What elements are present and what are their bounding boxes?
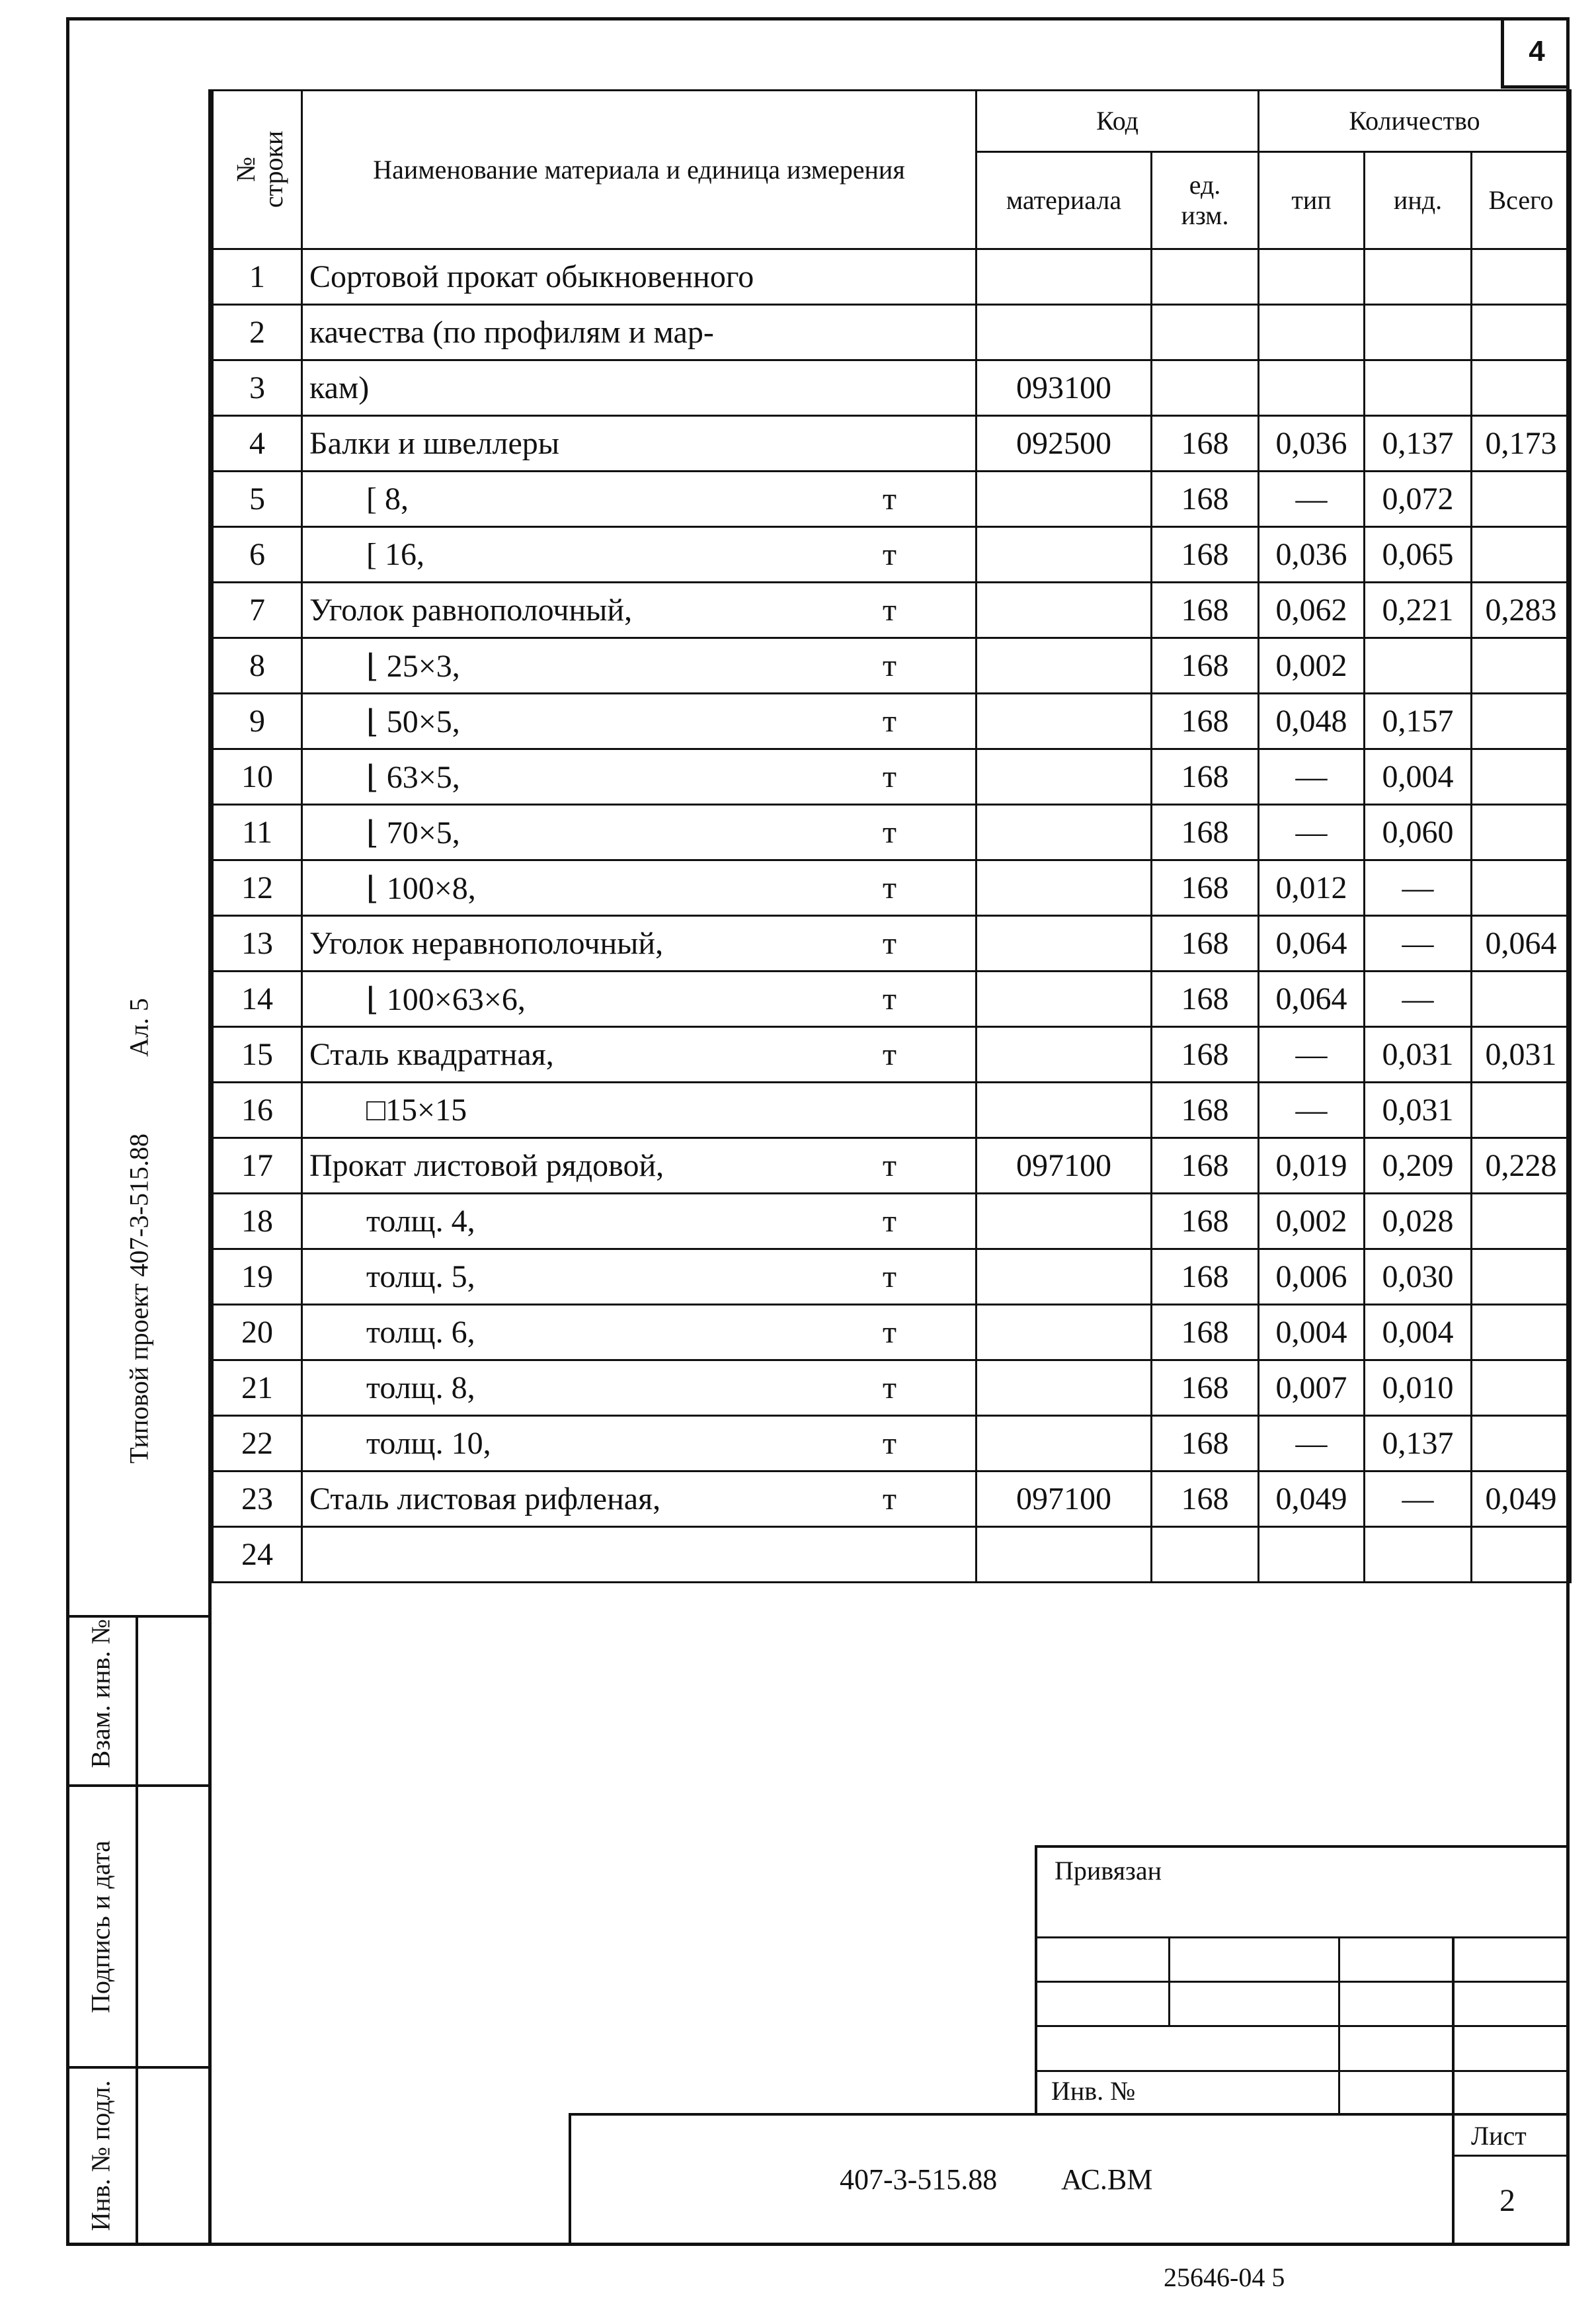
cell-unit-code: 168 [1152, 1471, 1259, 1527]
table-row [213, 472, 1571, 527]
cell-qty-ind: 0,031 [1365, 1083, 1472, 1138]
cell-qty-type: — [1259, 472, 1365, 527]
cell-row-no: 12 [213, 860, 302, 916]
cell-qty-type: — [1259, 1083, 1365, 1138]
cell-material-code [977, 749, 1152, 805]
material-name: толщ. 4, [366, 1204, 475, 1239]
cell-row-no: 11 [213, 805, 302, 860]
cell-row-no: 22 [213, 1416, 302, 1471]
cell-row-no: 10 [213, 749, 302, 805]
cell-qty-total [1472, 1416, 1571, 1471]
cell-material-code [977, 860, 1152, 916]
cell-qty-type: 0,006 [1259, 1249, 1365, 1305]
cell-qty-type [1259, 1527, 1365, 1583]
tb-document-mark: АС.ВМ [1061, 2163, 1153, 2196]
album-label: Ал. 5 [124, 998, 154, 1057]
tb-line-top [1035, 1845, 1570, 1848]
table-row [213, 638, 1571, 694]
header-name-text: Наименование материала и единица измерения [373, 154, 905, 185]
cell-name-wrap [303, 861, 975, 915]
tb-privyazan: Привязан [1055, 1856, 1162, 1885]
material-name: [ 16, [366, 537, 424, 572]
cell-unit-code: 168 [1152, 694, 1259, 749]
cell-row-no: 20 [213, 1305, 302, 1360]
cell-unit-code: 168 [1152, 1360, 1259, 1416]
cell-row-no: 15 [213, 1027, 302, 1083]
cell-name [302, 1471, 977, 1527]
cell-qty-total: 0,283 [1472, 583, 1571, 638]
cell-qty-ind [1365, 360, 1472, 416]
cell-qty-type: — [1259, 805, 1365, 860]
header-row-no [213, 91, 302, 249]
header-qty-total: Всего [1472, 152, 1571, 249]
header-qty-type: тип [1259, 152, 1365, 249]
cell-qty-ind: 0,004 [1365, 1305, 1472, 1360]
cell-name-wrap [303, 917, 975, 970]
cell-name [302, 1194, 977, 1249]
cell-qty-total: 0,173 [1472, 416, 1571, 472]
cell-qty-type [1259, 305, 1365, 360]
cell-material-code [977, 1527, 1152, 1583]
cell-unit-code: 168 [1152, 1138, 1259, 1194]
cell-qty-type: — [1259, 1416, 1365, 1471]
material-unit: т [883, 593, 897, 628]
cell-material-code [977, 972, 1152, 1027]
cell-name-wrap [303, 1250, 975, 1304]
cell-qty-type: 0,019 [1259, 1138, 1365, 1194]
cell-material-code [977, 916, 1152, 972]
tb-line-row2 [1035, 1981, 1570, 1983]
material-name: ⌊ 63×5, [366, 759, 460, 795]
cell-qty-type: 0,064 [1259, 916, 1365, 972]
cell-qty-total [1472, 749, 1571, 805]
material-name: Уголок неравнополочный, [309, 926, 664, 961]
table-row [213, 1027, 1571, 1083]
cell-material-code [977, 1360, 1152, 1416]
cell-row-no: 3 [213, 360, 302, 416]
tb-sheet-divider [1452, 2155, 1570, 2157]
material-name: кам) [309, 370, 370, 405]
cell-qty-type: 0,004 [1259, 1305, 1365, 1360]
cell-unit-code: 168 [1152, 805, 1259, 860]
cell-qty-total [1472, 305, 1571, 360]
table-row [213, 1194, 1571, 1249]
cell-material-code [977, 1305, 1152, 1360]
cell-unit-code: 168 [1152, 583, 1259, 638]
cell-row-no: 2 [213, 305, 302, 360]
tb-main-top [569, 2113, 1570, 2116]
cell-qty-ind: 0,221 [1365, 583, 1472, 638]
cell-material-code [977, 305, 1152, 360]
tb-line-left [1035, 1845, 1037, 2113]
cell-qty-ind: — [1365, 1471, 1472, 1527]
cell-name [302, 527, 977, 583]
stamp-inv-podl: Инв. № подл. [85, 2080, 116, 2231]
cell-qty-ind: 0,065 [1365, 527, 1472, 583]
material-unit: т [883, 1204, 897, 1239]
cell-material-code [977, 1249, 1152, 1305]
cell-qty-total [1472, 1360, 1571, 1416]
cell-qty-ind [1365, 249, 1472, 305]
material-name: толщ. 5, [366, 1259, 475, 1294]
page-number: 4 [1501, 17, 1570, 89]
cell-qty-total [1472, 1194, 1571, 1249]
cell-row-no: 23 [213, 1471, 302, 1527]
cell-name-wrap [303, 528, 975, 581]
material-name: ⌊ 50×5, [366, 704, 460, 739]
cell-name-wrap [303, 639, 975, 692]
tb-col-2 [1338, 1936, 1340, 2113]
cell-unit-code: 168 [1152, 1083, 1259, 1138]
cell-name [302, 638, 977, 694]
cell-qty-ind: 0,060 [1365, 805, 1472, 860]
tb-col-3 [1452, 1936, 1455, 2246]
table-row [213, 694, 1571, 749]
cell-name-wrap [303, 1305, 975, 1359]
cell-row-no: 18 [213, 1194, 302, 1249]
cell-qty-total [1472, 360, 1571, 416]
cell-row-no: 24 [213, 1527, 302, 1583]
tb-line-row1 [1035, 1936, 1570, 1938]
cell-qty-ind: 0,028 [1365, 1194, 1472, 1249]
tb-sheet-number: 2 [1499, 2183, 1515, 2218]
tb-main-left [569, 2113, 571, 2246]
cell-row-no: 7 [213, 583, 302, 638]
cell-name-wrap [303, 472, 975, 526]
cell-qty-total [1472, 1527, 1571, 1583]
table-row [213, 1471, 1571, 1527]
cell-unit-code [1152, 305, 1259, 360]
cell-row-no: 6 [213, 527, 302, 583]
cell-qty-total [1472, 638, 1571, 694]
cell-name-wrap [303, 694, 975, 748]
cell-qty-ind [1365, 1527, 1472, 1583]
cell-qty-type: 0,012 [1259, 860, 1365, 916]
cell-name-wrap [303, 1139, 975, 1192]
cell-name-wrap [303, 972, 975, 1026]
cell-material-code: 097100 [977, 1471, 1152, 1527]
cell-unit-code: 168 [1152, 472, 1259, 527]
cell-qty-type: 0,002 [1259, 638, 1365, 694]
header-code: Код [977, 91, 1259, 152]
cell-row-no: 5 [213, 472, 302, 527]
cell-name-wrap [303, 306, 975, 359]
cell-qty-total [1472, 972, 1571, 1027]
cell-name-wrap [303, 1472, 975, 1526]
tb-line-row4 [1035, 2070, 1570, 2072]
cell-material-code [977, 527, 1152, 583]
cell-qty-ind: 0,209 [1365, 1138, 1472, 1194]
cell-name [302, 1416, 977, 1471]
header-qty-ind: инд. [1365, 152, 1472, 249]
material-name: толщ. 6, [366, 1315, 475, 1350]
cell-name [302, 1138, 977, 1194]
cell-unit-code [1152, 360, 1259, 416]
cell-qty-total: 0,228 [1472, 1138, 1571, 1194]
cell-qty-ind: 0,072 [1365, 472, 1472, 527]
cell-row-no: 17 [213, 1138, 302, 1194]
cell-name [302, 860, 977, 916]
cell-qty-type: 0,007 [1259, 1360, 1365, 1416]
cell-unit-code: 168 [1152, 416, 1259, 472]
table-row [213, 1527, 1571, 1583]
cell-name [302, 249, 977, 305]
material-name: ⌊ 100×8, [366, 870, 476, 906]
cell-qty-type: 0,062 [1259, 583, 1365, 638]
cell-name [302, 1360, 977, 1416]
cell-qty-total [1472, 694, 1571, 749]
cell-name [302, 305, 977, 360]
table-row [213, 1083, 1571, 1138]
material-unit: т [883, 1481, 897, 1516]
cell-unit-code: 168 [1152, 860, 1259, 916]
cell-unit-code: 168 [1152, 1249, 1259, 1305]
stamp-vzam-inv: Взам. инв. № [85, 1619, 116, 1768]
stamp-column-divider [136, 1615, 138, 2246]
tb-line-row3 [1035, 2025, 1570, 2027]
material-name: толщ. 10, [366, 1426, 491, 1461]
material-unit: т [883, 1370, 897, 1405]
cell-row-no: 16 [213, 1083, 302, 1138]
cell-unit-code [1152, 249, 1259, 305]
table-row [213, 360, 1571, 416]
tb-inv-no: Инв. № [1051, 2076, 1136, 2106]
material-name: качества (по профилям и мар- [309, 315, 714, 350]
materials-table [212, 89, 1572, 1583]
tb-document-code: 407-3-515.88 [840, 2163, 998, 2196]
table-row [213, 805, 1571, 860]
material-name: Уголок равнополочный, [309, 593, 633, 628]
cell-name-wrap [303, 1028, 975, 1081]
material-name: Сталь квадратная, [309, 1037, 554, 1072]
cell-material-code: 097100 [977, 1138, 1152, 1194]
material-unit: т [883, 1315, 897, 1350]
cell-unit-code: 168 [1152, 527, 1259, 583]
cell-qty-total [1472, 527, 1571, 583]
cell-name [302, 1027, 977, 1083]
material-name: Сталь листовая рифленая, [309, 1481, 661, 1516]
cell-name [302, 1305, 977, 1360]
cell-unit-code: 168 [1152, 1194, 1259, 1249]
material-name: Балки и швеллеры [309, 426, 560, 461]
table-row [213, 1249, 1571, 1305]
cell-row-no: 9 [213, 694, 302, 749]
cell-qty-ind: 0,137 [1365, 416, 1472, 472]
material-unit: т [883, 1037, 897, 1072]
cell-row-no: 1 [213, 249, 302, 305]
material-unit: т [883, 481, 897, 517]
tb-col-1 [1168, 1936, 1170, 2025]
cell-name-wrap [303, 1083, 975, 1137]
cell-qty-type: 0,064 [1259, 972, 1365, 1027]
cell-name-wrap [303, 583, 975, 637]
cell-row-no: 4 [213, 416, 302, 472]
cell-name [302, 583, 977, 638]
cell-qty-total [1472, 1249, 1571, 1305]
table-row [213, 583, 1571, 638]
cell-qty-type: — [1259, 749, 1365, 805]
cell-name [302, 416, 977, 472]
cell-unit-code [1152, 1527, 1259, 1583]
stamp-divider-mid [66, 1784, 212, 1787]
cell-qty-type: 0,036 [1259, 416, 1365, 472]
cell-material-code [977, 694, 1152, 749]
material-name: Сортовой прокат обыкновенного [309, 259, 754, 294]
table-row [213, 1416, 1571, 1471]
cell-qty-ind: 0,010 [1365, 1360, 1472, 1416]
material-name: □15×15 [366, 1093, 467, 1128]
cell-qty-ind: — [1365, 972, 1472, 1027]
table-row [213, 1138, 1571, 1194]
material-name: ⌊ 100×63×6, [366, 981, 526, 1017]
table-row [213, 749, 1571, 805]
cell-qty-total [1472, 249, 1571, 305]
cell-qty-total: 0,031 [1472, 1027, 1571, 1083]
cell-name-wrap [303, 361, 975, 415]
material-unit: т [883, 759, 897, 794]
material-unit: т [883, 870, 897, 905]
material-unit: т [883, 704, 897, 739]
cell-material-code [977, 805, 1152, 860]
tb-sheet-label: Лист [1471, 2121, 1527, 2151]
cell-material-code [977, 1083, 1152, 1138]
table-body [213, 249, 1571, 1583]
material-unit: т [883, 537, 897, 572]
cell-material-code [977, 1027, 1152, 1083]
table-row [213, 1360, 1571, 1416]
material-unit: т [883, 648, 897, 683]
cell-name [302, 1249, 977, 1305]
cell-unit-code: 168 [1152, 916, 1259, 972]
cell-qty-ind [1365, 305, 1472, 360]
cell-qty-total [1472, 1305, 1571, 1360]
header-code-unit: ед. изм. [1152, 152, 1259, 249]
cell-qty-ind [1365, 638, 1472, 694]
cell-qty-type: 0,002 [1259, 1194, 1365, 1249]
table-row [213, 249, 1571, 305]
cell-qty-total [1472, 472, 1571, 527]
cell-qty-total: 0,064 [1472, 916, 1571, 972]
cell-qty-ind: 0,030 [1365, 1249, 1472, 1305]
cell-name-wrap [303, 250, 975, 304]
cell-qty-ind: 0,004 [1365, 749, 1472, 805]
cell-material-code [977, 249, 1152, 305]
cell-row-no: 21 [213, 1360, 302, 1416]
cell-qty-type: — [1259, 1027, 1365, 1083]
header-name [302, 91, 977, 249]
cell-material-code: 093100 [977, 360, 1152, 416]
cell-name [302, 749, 977, 805]
cell-name-wrap [303, 417, 975, 470]
cell-name [302, 972, 977, 1027]
cell-row-no: 8 [213, 638, 302, 694]
table-row [213, 972, 1571, 1027]
cell-name-wrap [303, 1361, 975, 1415]
table-row [213, 527, 1571, 583]
cell-unit-code: 168 [1152, 749, 1259, 805]
footer-number: 25646-04 5 [1164, 2262, 1285, 2292]
cell-unit-code: 168 [1152, 1416, 1259, 1471]
cell-name [302, 916, 977, 972]
cell-unit-code: 168 [1152, 638, 1259, 694]
cell-name [302, 472, 977, 527]
cell-qty-type: 0,049 [1259, 1471, 1365, 1527]
material-unit: т [883, 1259, 897, 1294]
table-row [213, 416, 1571, 472]
cell-row-no: 13 [213, 916, 302, 972]
cell-name-wrap [303, 1528, 975, 1581]
cell-name-wrap [303, 1417, 975, 1470]
cell-name-wrap [303, 806, 975, 859]
cell-qty-ind: — [1365, 860, 1472, 916]
cell-qty-total: 0,049 [1472, 1471, 1571, 1527]
cell-material-code: 092500 [977, 416, 1152, 472]
cell-material-code [977, 472, 1152, 527]
table-row [213, 916, 1571, 972]
header-row-no-text: № строки [231, 130, 288, 208]
cell-name [302, 694, 977, 749]
cell-name [302, 360, 977, 416]
header-quantity: Количество [1259, 91, 1571, 152]
project-label: Типовой проект 407-3-515.88 [124, 1134, 154, 1464]
cell-name [302, 1083, 977, 1138]
cell-qty-total [1472, 1083, 1571, 1138]
cell-material-code [977, 583, 1152, 638]
material-unit: т [883, 926, 897, 961]
material-name: [ 8, [366, 481, 409, 517]
cell-name-wrap [303, 750, 975, 804]
cell-qty-type [1259, 249, 1365, 305]
material-unit: т [883, 1148, 897, 1183]
cell-qty-ind: 0,137 [1365, 1416, 1472, 1471]
cell-qty-type: 0,036 [1259, 527, 1365, 583]
table-row [213, 860, 1571, 916]
cell-qty-total [1472, 805, 1571, 860]
material-name: ⌊ 25×3, [366, 648, 460, 684]
cell-material-code [977, 638, 1152, 694]
cell-unit-code: 168 [1152, 972, 1259, 1027]
material-name: толщ. 8, [366, 1370, 475, 1405]
cell-material-code [977, 1194, 1152, 1249]
cell-name-wrap [303, 1194, 975, 1248]
cell-qty-type: 0,048 [1259, 694, 1365, 749]
material-unit: т [883, 981, 897, 1016]
cell-qty-ind: — [1365, 916, 1472, 972]
cell-name [302, 1527, 977, 1583]
cell-qty-type [1259, 360, 1365, 416]
cell-qty-total [1472, 860, 1571, 916]
cell-row-no: 14 [213, 972, 302, 1027]
stamp-podpis-data: Подпись и дата [85, 1840, 116, 2014]
table-row [213, 305, 1571, 360]
stamp-divider-low [66, 2066, 212, 2069]
stamp-divider-top [66, 1615, 212, 1618]
cell-row-no: 19 [213, 1249, 302, 1305]
cell-qty-ind: 0,157 [1365, 694, 1472, 749]
material-unit: т [883, 1426, 897, 1461]
material-name: ⌊ 70×5, [366, 815, 460, 850]
material-unit: т [883, 815, 897, 850]
cell-unit-code: 168 [1152, 1027, 1259, 1083]
cell-material-code [977, 1416, 1152, 1471]
material-name: Прокат листовой рядовой, [309, 1148, 664, 1183]
cell-qty-ind: 0,031 [1365, 1027, 1472, 1083]
cell-name [302, 805, 977, 860]
header-code-material: материала [977, 152, 1152, 249]
table-row [213, 1305, 1571, 1360]
cell-unit-code: 168 [1152, 1305, 1259, 1360]
